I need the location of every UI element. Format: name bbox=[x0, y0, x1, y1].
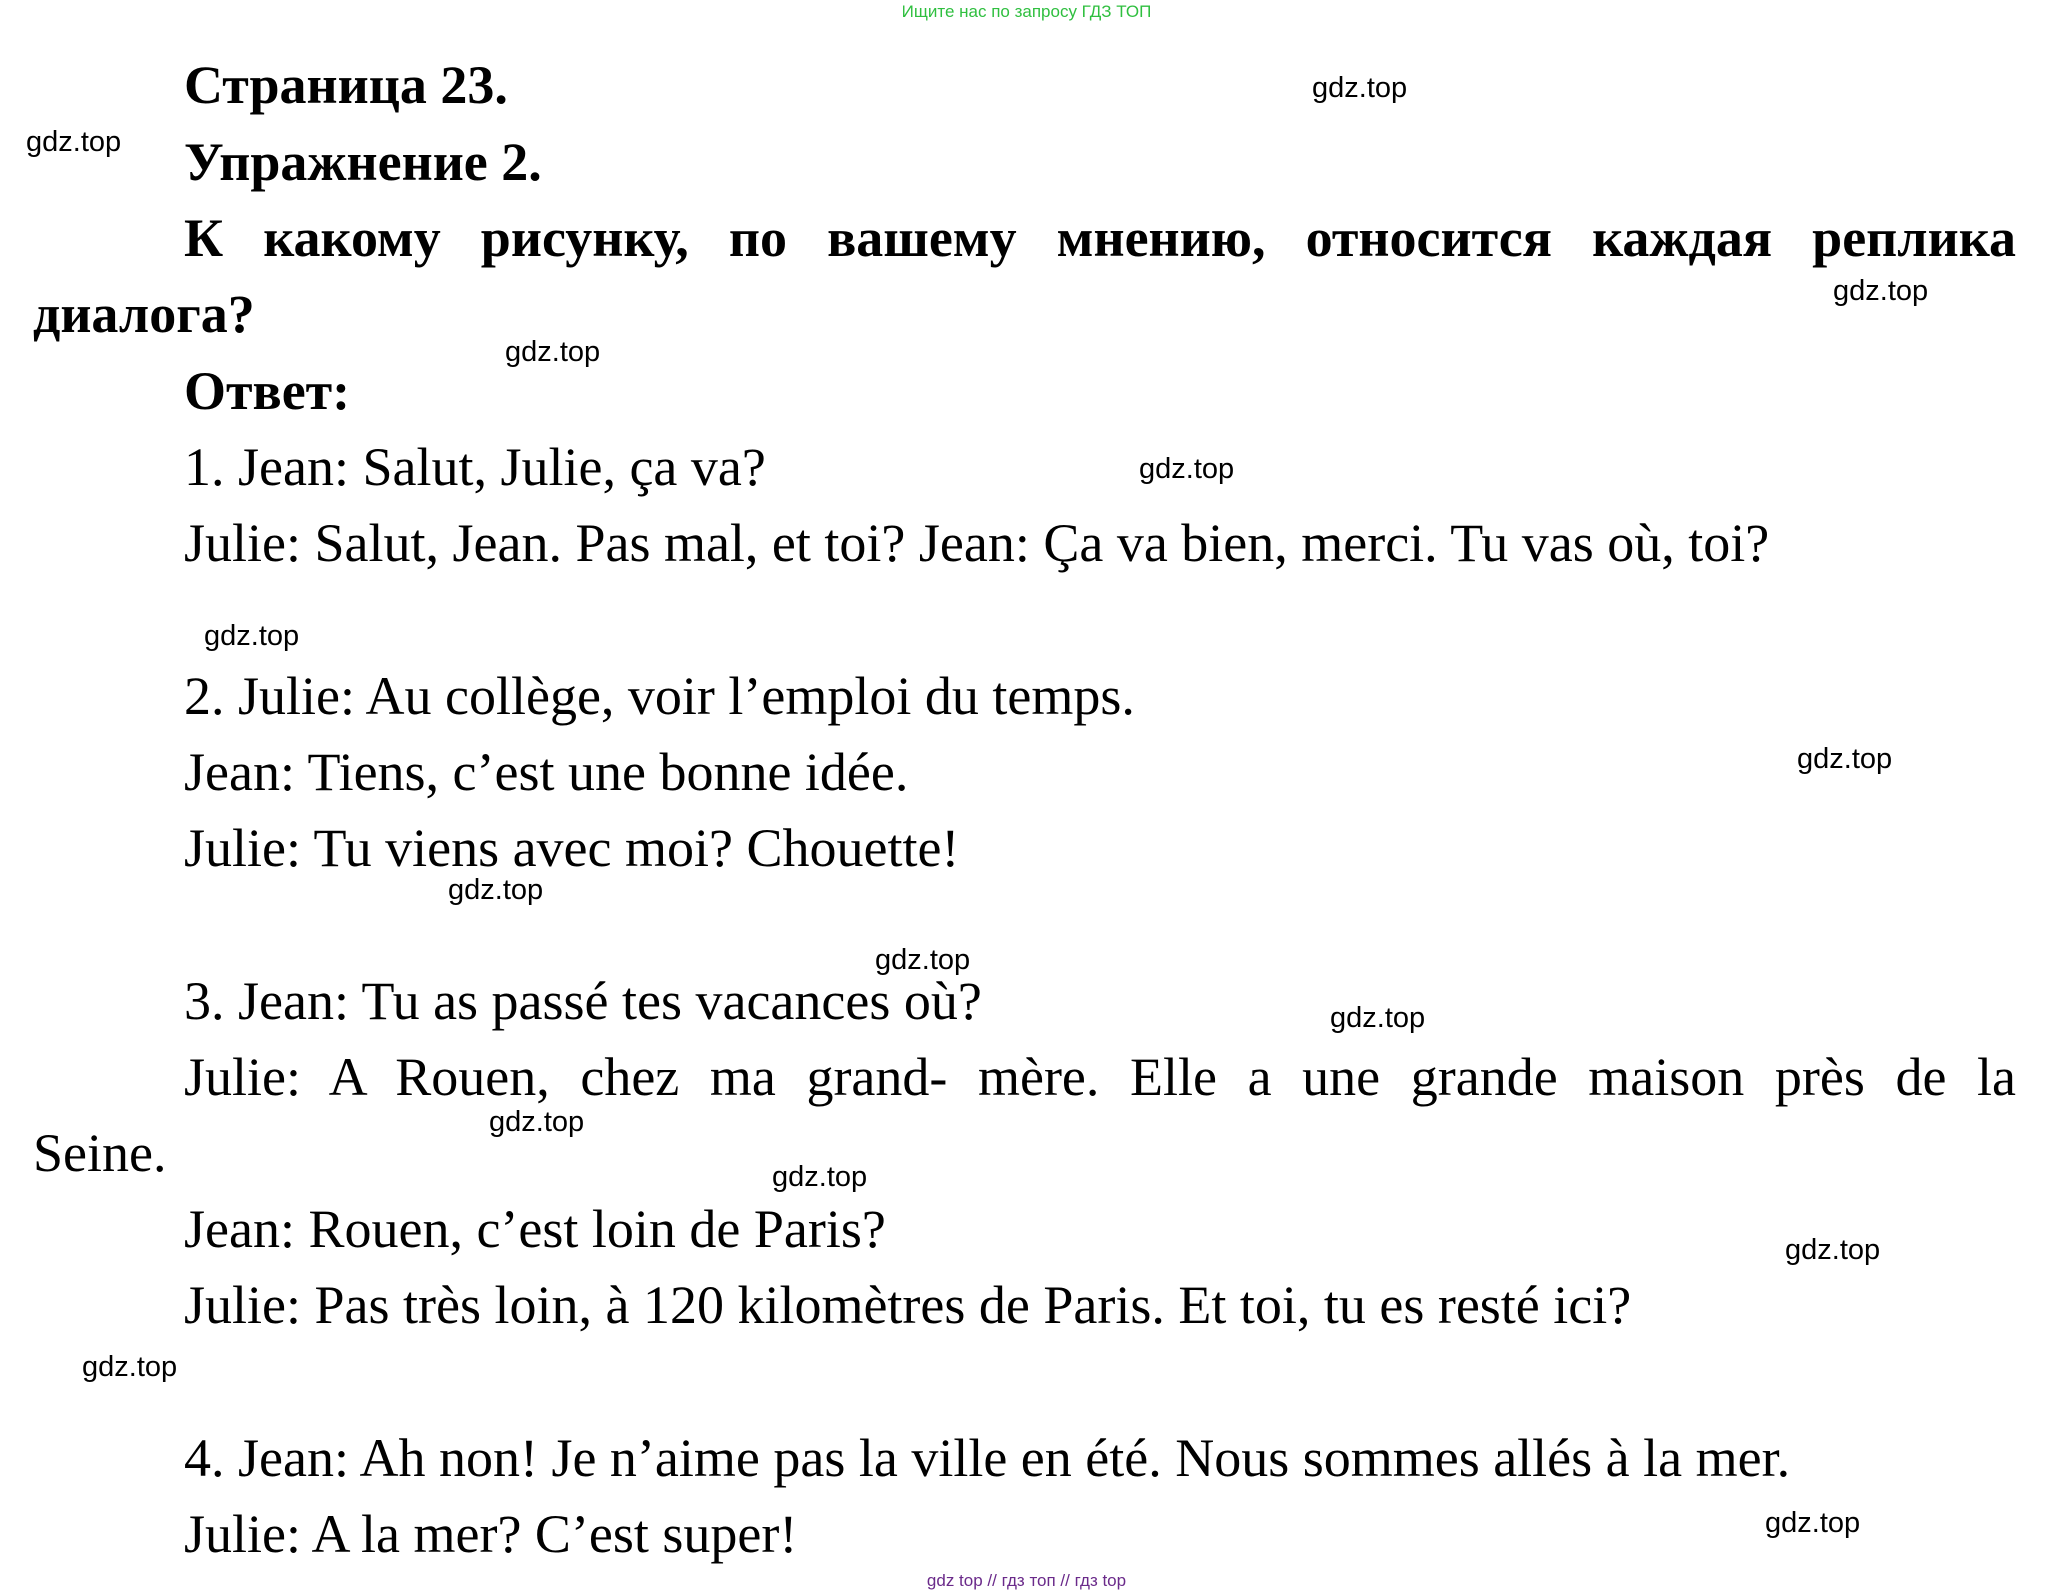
watermark: gdz.top bbox=[26, 126, 122, 158]
watermark: gdz.top bbox=[505, 336, 601, 368]
watermark: gdz.top bbox=[1139, 453, 1235, 485]
dialogue-line: Julie: A Rouen, chez ma grand- mère. Elle a une grande maison près de la bbox=[184, 1047, 2016, 1107]
watermark: gdz.top bbox=[1330, 1002, 1426, 1034]
watermark: gdz.top bbox=[1312, 72, 1408, 104]
watermark: gdz.top bbox=[1785, 1234, 1881, 1266]
dialogue-line: 1. Jean: Salut, Julie, ça va? bbox=[184, 437, 766, 497]
dialogue-line: 3. Jean: Tu as passé tes vacances où? bbox=[184, 971, 982, 1031]
watermark: gdz.top bbox=[489, 1106, 585, 1138]
dialogue-line: Seine. bbox=[33, 1123, 167, 1183]
watermark: gdz.top bbox=[772, 1161, 868, 1193]
dialogue-line: Julie: Pas très loin, à 120 kilomètres de Paris. Et toi, tu es resté ici? bbox=[184, 1275, 1632, 1335]
watermark: gdz.top bbox=[204, 620, 300, 652]
dialogue-line: Julie: Tu viens avec moi? Chouette! bbox=[184, 818, 960, 878]
page-number-heading: Страница 23. bbox=[184, 55, 508, 115]
exercise-heading: Упражнение 2. bbox=[184, 132, 542, 192]
top-banner-link[interactable]: Ищите нас по запросу ГДЗ ТОП bbox=[901, 2, 1152, 21]
watermark: gdz.top bbox=[448, 874, 544, 906]
dialogue-line: Jean: Rouen, c’est loin de Paris? bbox=[184, 1199, 886, 1259]
dialogue-line: Julie: Salut, Jean. Pas mal, et toi? Jean: Ça va bien, merci. Tu vas où, toi? bbox=[184, 513, 1770, 573]
watermark: gdz.top bbox=[1765, 1507, 1861, 1539]
dialogue-line: 4. Jean: Ah non! Je n’aime pas la ville en été. Nous sommes allés à la mer. bbox=[184, 1428, 1791, 1488]
answer-label: Ответ: bbox=[184, 361, 351, 421]
watermark: gdz.top bbox=[875, 944, 971, 976]
dialogue-line: 2. Julie: Au collège, voir l’emploi du temps. bbox=[184, 666, 1135, 726]
watermark: gdz.top bbox=[1833, 275, 1929, 307]
watermark: gdz.top bbox=[1797, 743, 1893, 775]
bottom-banner: gdz top // гдз топ // гдз top bbox=[926, 1571, 1127, 1590]
dialogue-line: Julie: A la mer? C’est super! bbox=[184, 1504, 798, 1564]
question-text-line-2: диалога? bbox=[33, 284, 255, 344]
question-text-line-1: К какому рисунку, по вашему мнению, относится каждая реплика bbox=[184, 208, 2016, 268]
dialogue-line: Jean: Tiens, c’est une bonne idée. bbox=[184, 742, 909, 802]
watermark: gdz.top bbox=[82, 1351, 178, 1383]
